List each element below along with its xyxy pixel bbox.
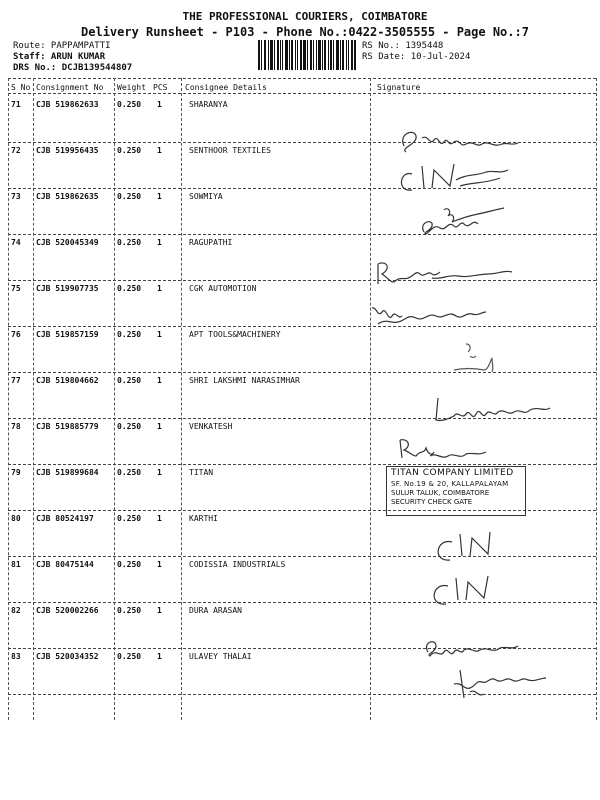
cell-name: SENTHOOR TEXTILES — [189, 146, 271, 155]
cell-cno: CJB 519857159 — [36, 330, 99, 339]
cell-weight: 0.250 — [117, 560, 142, 569]
cell-weight: 0.250 — [117, 422, 142, 431]
cell-pcs: 1 — [157, 192, 162, 201]
cell-sno: 82 — [11, 606, 21, 615]
cell-name: RAGUPATHI — [189, 238, 233, 247]
cell-name: SOWMIYA — [189, 192, 223, 201]
signature-76 — [370, 336, 596, 380]
cell-name: APT TOOLS&MACHINERY — [189, 330, 281, 339]
cell-sno: 74 — [11, 238, 21, 247]
cell-weight: 0.250 — [117, 284, 142, 293]
cell-cno: CJB 520002266 — [36, 606, 99, 615]
signature-81 — [370, 568, 596, 612]
cell-weight: 0.250 — [117, 192, 142, 201]
cell-pcs: 1 — [157, 376, 162, 385]
cell-name: VENKATESH — [189, 422, 233, 431]
cell-pcs: 1 — [157, 514, 162, 523]
staff-label: Staff: ARUN KUMAR — [13, 52, 106, 62]
cell-sno: 75 — [11, 284, 21, 293]
stamp-line-3: SULUR TALUK, COIMBATORE — [391, 489, 490, 497]
cell-sno: 76 — [11, 330, 21, 339]
cell-weight: 0.250 — [117, 514, 142, 523]
cell-weight: 0.250 — [117, 238, 142, 247]
column-header-consignee: Consignee Details — [185, 83, 267, 92]
cell-cno: CJB 519899684 — [36, 468, 99, 477]
route-label: Route: PAPPAMPATTI — [13, 41, 111, 51]
cell-pcs: 1 — [157, 606, 162, 615]
cell-pcs: 1 — [157, 560, 162, 569]
signature-72 — [370, 156, 596, 200]
barcode-image — [258, 40, 356, 70]
cell-cno: CJB 519956435 — [36, 146, 99, 155]
column-divider — [181, 78, 182, 720]
column-header-pcs: PCS — [153, 83, 168, 92]
cell-weight: 0.250 — [117, 376, 142, 385]
cell-pcs: 1 — [157, 330, 162, 339]
column-header-consignment: Consignment No — [36, 83, 104, 92]
cell-sno: 80 — [11, 514, 21, 523]
signature-74 — [370, 252, 596, 296]
rs-date: RS Date: 10-Jul-2024 — [362, 52, 471, 62]
cell-cno: CJB 520045349 — [36, 238, 99, 247]
cell-name: SHRI LAKSHMI NARASIMHAR — [189, 376, 300, 385]
page-title: THE PROFESSIONAL COURIERS, COIMBATORE — [182, 10, 428, 23]
cell-weight: 0.250 — [117, 468, 142, 477]
cell-weight: 0.250 — [117, 100, 142, 109]
cell-pcs: 1 — [157, 284, 162, 293]
cell-cno: CJB 519907735 — [36, 284, 99, 293]
cell-name: ULAVEY THALAI — [189, 652, 252, 661]
signature-83 — [370, 664, 596, 708]
header-bottom-rule — [8, 93, 596, 94]
signature-77 — [370, 388, 596, 432]
cell-name: CGK AUTOMOTION — [189, 284, 257, 293]
signature-73 — [370, 196, 596, 240]
cell-sno: 72 — [11, 146, 21, 155]
cell-cno: CJB 519804662 — [36, 376, 99, 385]
drs-number: DRS No.: DCJB139544807 — [13, 63, 133, 73]
cell-name: CODISSIA INDUSTRIALS — [189, 560, 286, 569]
cell-sno: 73 — [11, 192, 21, 201]
cell-weight: 0.250 — [117, 330, 142, 339]
cell-sno: 79 — [11, 468, 21, 477]
cell-pcs: 1 — [157, 100, 162, 109]
cell-name: SHARANYA — [189, 100, 228, 109]
cell-pcs: 1 — [157, 146, 162, 155]
cell-name: TITAN — [189, 468, 214, 477]
cell-sno: 83 — [11, 652, 21, 661]
table-top-rule — [8, 78, 596, 79]
cell-cno: CJB 80524197 — [36, 514, 94, 523]
cell-sno: 81 — [11, 560, 21, 569]
column-divider — [596, 78, 597, 720]
stamp-line-4: SECURITY CHECK GATE — [391, 498, 473, 506]
cell-name: DURA ARASAN — [189, 606, 242, 615]
cell-sno: 78 — [11, 422, 21, 431]
column-divider — [114, 78, 115, 720]
column-header-signature: Signature — [377, 83, 421, 92]
column-divider — [33, 78, 34, 720]
rs-number: RS No.: 1395448 — [362, 41, 444, 51]
column-header-sno: S No — [11, 83, 31, 92]
cell-name: KARTHI — [189, 514, 218, 523]
cell-cno: CJB 519885779 — [36, 422, 99, 431]
stamp-line-1: TITAN COMPANY LIMITED — [391, 468, 514, 478]
column-divider — [8, 78, 9, 720]
company-stamp — [386, 466, 526, 516]
page-subtitle: Delivery Runsheet - P103 - Phone No.:0422-3505555 - Page No.:7 — [81, 25, 529, 39]
cell-cno: CJB 519862633 — [36, 100, 99, 109]
cell-pcs: 1 — [157, 238, 162, 247]
cell-weight: 0.250 — [117, 146, 142, 155]
cell-weight: 0.250 — [117, 606, 142, 615]
cell-pcs: 1 — [157, 652, 162, 661]
cell-sno: 71 — [11, 100, 21, 109]
cell-cno: CJB 80475144 — [36, 560, 94, 569]
cell-pcs: 1 — [157, 468, 162, 477]
cell-cno: CJB 519862635 — [36, 192, 99, 201]
column-header-weight: Weight — [117, 83, 146, 92]
cell-sno: 77 — [11, 376, 21, 385]
stamp-line-2: SF. No.19 & 20, KALLAPALAYAM — [391, 480, 509, 488]
signature-80 — [370, 526, 596, 570]
cell-weight: 0.250 — [117, 652, 142, 661]
cell-cno: CJB 520034352 — [36, 652, 99, 661]
cell-pcs: 1 — [157, 422, 162, 431]
